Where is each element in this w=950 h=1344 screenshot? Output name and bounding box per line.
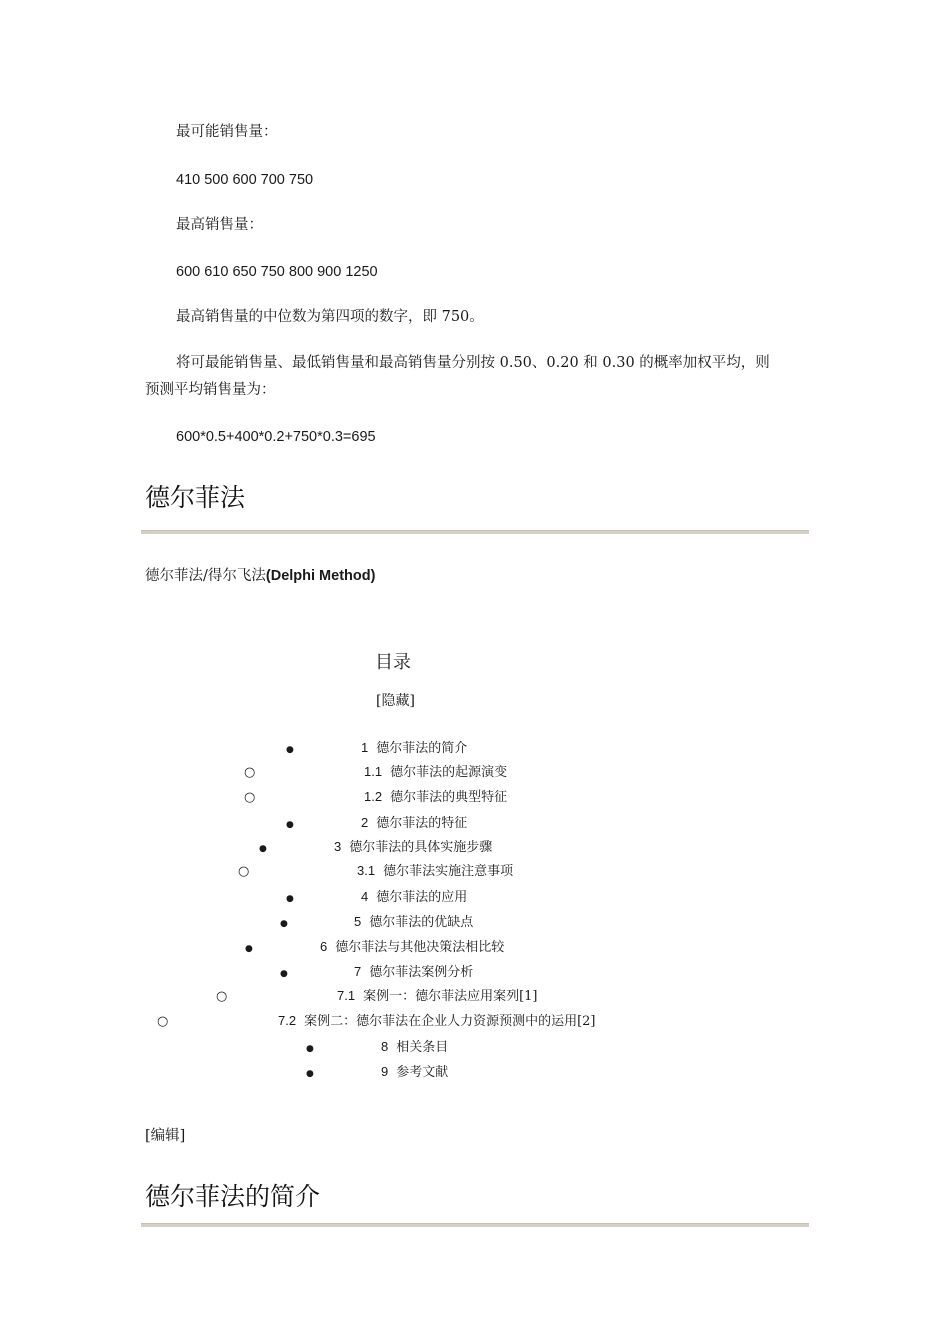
heading-divider bbox=[141, 530, 809, 534]
para-most-likely-label: 最可能销售量： bbox=[176, 124, 278, 140]
subtitle-en: (Delphi Method) bbox=[265, 568, 376, 584]
toc-bullet bbox=[280, 914, 288, 932]
toc-bullet bbox=[306, 1064, 314, 1082]
para-weighted-line1: 将可最能销售量、最低销售量和最高销售量分别按 0.50、0.20 和 0.30 的概率加权平均，则 bbox=[176, 355, 770, 371]
toc-item-3[interactable]: 3 德尔菲法的具体实施步骤 bbox=[334, 839, 493, 855]
toc-item-2[interactable]: 2 德尔菲法的特征 bbox=[361, 815, 468, 831]
toc-bullet bbox=[216, 988, 227, 1005]
para-formula: 600*0.5+400*0.2+750*0.3=695 bbox=[176, 429, 376, 445]
toc-item-9[interactable]: 9 参考文献 bbox=[381, 1064, 449, 1080]
toc-hide-link[interactable]: [隐藏] bbox=[376, 693, 415, 709]
subtitle-cn: 德尔菲法/得尔飞法 bbox=[145, 568, 266, 584]
toc-bullet bbox=[286, 740, 294, 758]
toc-bullet bbox=[245, 939, 253, 957]
para-highest-label: 最高销售量： bbox=[176, 217, 263, 233]
para-weighted-line2: 预测平均销售量为： bbox=[145, 382, 276, 398]
toc-item-5[interactable]: 5 德尔菲法的优缺点 bbox=[354, 914, 474, 930]
toc-bullet bbox=[259, 839, 267, 857]
toc-item-1[interactable]: 1 德尔菲法的简介 bbox=[361, 740, 468, 756]
toc-item-1-1[interactable]: 1.1 德尔菲法的起源演变 bbox=[364, 764, 508, 780]
toc-bullet bbox=[238, 863, 249, 880]
toc-bullet bbox=[244, 789, 255, 806]
toc-item-7-2[interactable]: 7.2 案例二：德尔菲法在企业人力资源预测中的运用[2] bbox=[278, 1013, 596, 1029]
toc-item-7[interactable]: 7 德尔菲法案例分析 bbox=[354, 964, 474, 980]
toc-item-8[interactable]: 8 相关条目 bbox=[381, 1039, 449, 1055]
subtitle-line bbox=[145, 563, 375, 589]
toc-title: 目录 bbox=[375, 652, 411, 673]
toc-item-3-1[interactable]: 3.1 德尔菲法实施注意事项 bbox=[357, 863, 514, 879]
toc-bullet bbox=[280, 964, 288, 982]
toc-item-4[interactable]: 4 德尔菲法的应用 bbox=[361, 889, 468, 905]
edit-link[interactable]: [编辑] bbox=[145, 1128, 186, 1144]
heading-divider bbox=[141, 1223, 809, 1227]
para-most-likely-values: 410 500 600 700 750 bbox=[176, 172, 314, 188]
section-heading-delphi: 德尔菲法 bbox=[145, 483, 246, 512]
toc-bullet bbox=[286, 889, 294, 907]
toc-bullet bbox=[244, 764, 255, 781]
toc-bullet bbox=[157, 1013, 168, 1030]
toc-bullet bbox=[286, 815, 294, 833]
toc-item-1-2[interactable]: 1.2 德尔菲法的典型特征 bbox=[364, 789, 508, 805]
para-median: 最高销售量的中位数为第四项的数字，即 750。 bbox=[176, 309, 484, 325]
toc-bullet bbox=[306, 1039, 314, 1057]
toc-item-6[interactable]: 6 德尔菲法与其他决策法相比较 bbox=[320, 939, 505, 955]
para-highest-values: 600 610 650 750 800 900 1250 bbox=[176, 264, 378, 280]
section-heading-intro: 德尔菲法的简介 bbox=[145, 1182, 321, 1211]
toc-item-7-1[interactable]: 7.1 案例一：德尔菲法应用案列[1] bbox=[337, 988, 538, 1004]
